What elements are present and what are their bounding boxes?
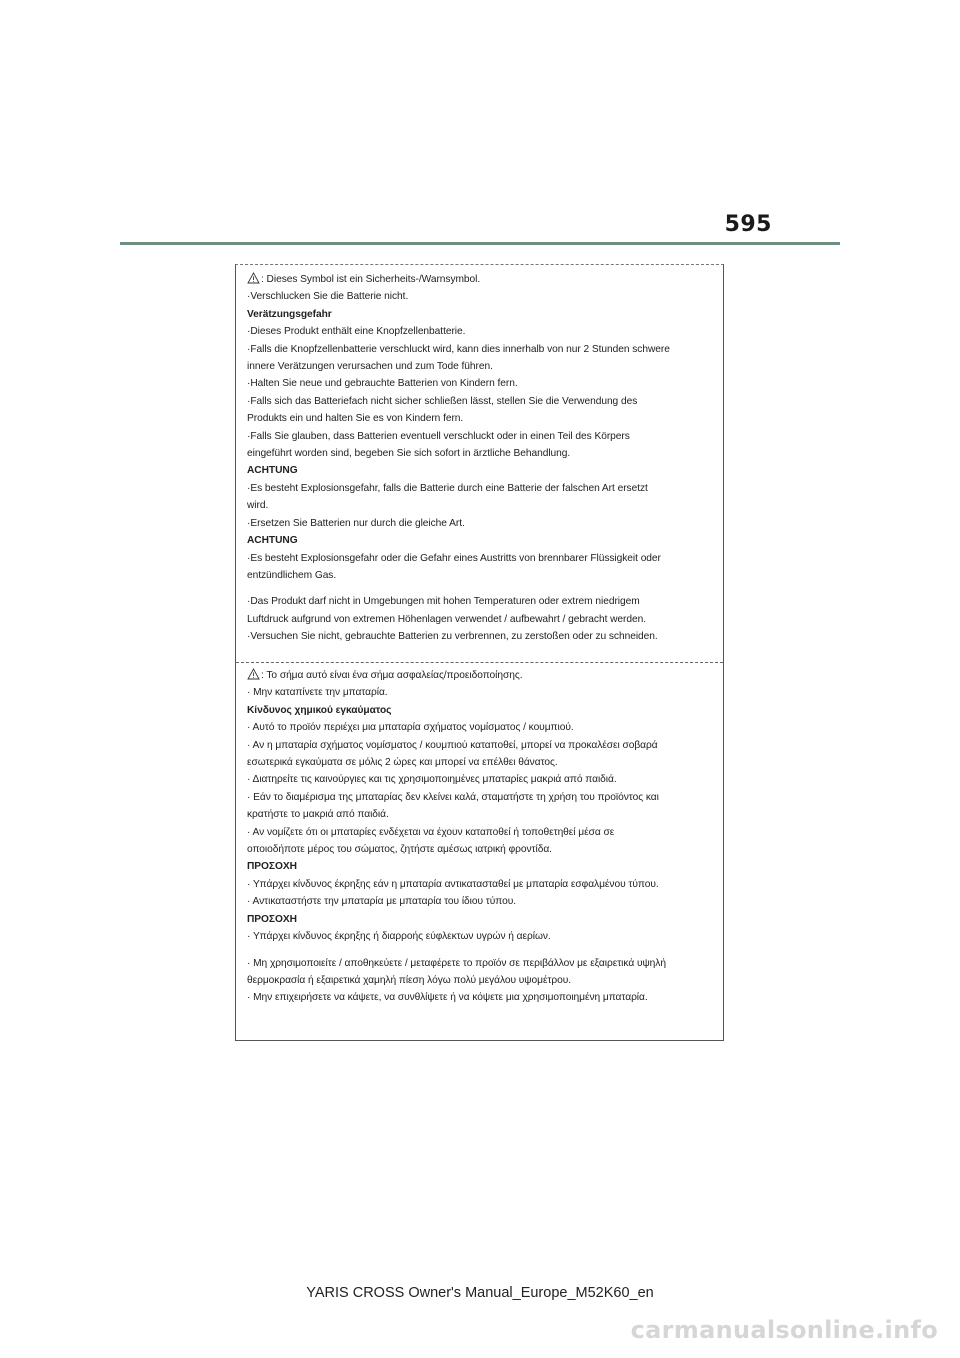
text-line: entzündlichem Gas.	[247, 569, 337, 581]
text-line: innere Verätzungen verursachen und zum Tode führen.	[247, 361, 493, 373]
text-line: οποιοδήποτε μέρος του σώματος, ζητήστε αμέσως ιατρική φροντίδα.	[247, 844, 552, 856]
section-heading: ACHTUNG	[247, 465, 298, 477]
text-line: · Υπάρχει κίνδυνος έκρηξης ή διαρροής εύφλεκτων υγρών ή αερίων.	[247, 931, 551, 943]
german-warning-section	[236, 271, 723, 646]
section-heading: ΠΡΟΣΟΧΗ	[247, 861, 297, 873]
text-line: wird.	[247, 500, 269, 512]
text-line: · Υπάρχει κίνδυνος έκρηξης εάν η μπαταρία αντικατασταθεί με μπαταρία εσφαλμένου τύπου.	[247, 878, 659, 890]
section-heading: ΠΡΟΣΟΧΗ	[247, 913, 297, 925]
text-line: · Διατηρείτε τις καινούργιες και τις χρησιμοποιημένες μπαταρίες μακριά από παιδιά.	[247, 774, 617, 786]
text-line: Produkts ein und halten Sie es von Kindern fern.	[247, 413, 464, 425]
watermark-logo: carmanualsonline.info	[630, 1316, 938, 1344]
text-line: · Αν νομίζετε ότι οι μπαταρίες ενδέχεται να έχουν καταποθεί ή τοποθετηθεί μέσα σε	[247, 826, 615, 838]
text-line: ·Falls Sie glauben, dass Batterien eventuell verschluckt oder in einen Teil des Körpers	[247, 430, 630, 442]
text-line: ·Es besteht Explosionsgefahr, falls die Batterie durch eine Batterie der falschen Art ersetzt	[247, 482, 648, 494]
header-rule	[120, 242, 840, 245]
text-line: ·Falls sich das Batteriefach nicht sicher schließen lässt, stellen Sie die Verwendung des	[247, 395, 638, 407]
text-line: eingeführt worden sind, begeben Sie sich sofort in ärztliche Behandlung.	[247, 448, 571, 460]
text-line: · Αν η μπαταρία σχήματος νομίσματος / κουμπιού καταποθεί, μπορεί να προκαλέσει σοβαρά	[247, 739, 658, 751]
text-line: · Μην καταπίνετε την μπαταρία.	[247, 687, 388, 699]
warning-triangle-icon	[247, 272, 260, 284]
text-line: εσωτερικά εγκαύματα σε μόλις 2 ώρες και μπορεί να επέλθει θάνατος.	[247, 757, 558, 769]
text-line: κρατήστε το μακριά από παιδιά.	[247, 809, 389, 821]
text-line: ·Dieses Produkt enthält eine Knopfzellenbatterie.	[247, 326, 466, 338]
footer-manual-title: YARIS CROSS Owner's Manual_Europe_M52K60_en	[306, 1285, 654, 1301]
text-line: ·Verschlucken Sie die Batterie nicht.	[247, 291, 409, 303]
greek-symbol-text: : Το σήμα αυτό είναι ένα σήμα ασφαλείας/προειδοποίησης.	[261, 670, 523, 681]
text-line: ·Halten Sie neue und gebrauchte Batterien von Kindern fern.	[247, 378, 518, 390]
section-heading: Κίνδυνος χημικού εγκαύματος	[247, 704, 392, 716]
warning-triangle-icon	[247, 668, 260, 680]
german-symbol-text: : Dieses Symbol ist ein Sicherheits-/Warnsymbol.	[261, 274, 481, 285]
german-symbol-note	[247, 271, 715, 288]
text-line: ·Es besteht Explosionsgefahr oder die Gefahr eines Austritts von brennbarer Flüssigkeit oder	[247, 552, 661, 564]
section-heading: ACHTUNG	[247, 535, 298, 547]
section-heading: Verätzungsgefahr	[247, 308, 332, 320]
text-line: · Μην επιχειρήσετε να κάψετε, να συνθλίψετε ή να κόψετε μια χρησιμοποιημένη μπαταρία.	[247, 992, 648, 1004]
text-line: · Εάν το διαμέρισμα της μπαταρίας δεν κλείνει καλά, σταματήστε τη χρήση του προϊόντος και	[247, 791, 659, 803]
text-line: ·Versuchen Sie nicht, gebrauchte Batterien zu verbrennen, zu zerstoßen oder zu schneiden.	[247, 631, 658, 643]
text-line: · Μη χρησιμοποιείτε / αποθηκεύετε / μεταφέρετε το προϊόν σε περιβάλλον με εξαιρετικά υψηλή	[247, 957, 666, 969]
text-line: θερμοκρασία ή εξαιρετικά χαμηλή πίεση λόγω πολύ μεγάλου υψομέτρου.	[247, 974, 572, 986]
greek-lines	[247, 684, 715, 1006]
text-line: Luftdruck aufgrund von extremen Höhenlagen verwendet / aufbewahrt / gebracht werden.	[247, 613, 647, 625]
greek-symbol-note	[247, 667, 715, 684]
greek-warning-section	[236, 662, 723, 1007]
text-line: ·Das Produkt darf nicht in Umgebungen mit hohen Temperaturen oder extrem niedrigem	[247, 596, 640, 608]
text-line: ·Ersetzen Sie Batterien nur durch die gleiche Art.	[247, 517, 465, 529]
battery-warning-label	[235, 264, 724, 1041]
page-number: 595	[724, 212, 772, 237]
text-line: · Αυτό το προϊόν περιέχει μια μπαταρία σχήματος νομίσματος / κουμπιού.	[247, 722, 574, 734]
text-line: ·Falls die Knopfzellenbatterie verschluckt wird, kann dies innerhalb von nur 2 Stunden schwere	[247, 343, 670, 355]
text-line: · Αντικαταστήστε την μπαταρία με μπαταρία του ίδιου τύπου.	[247, 896, 517, 908]
german-lines	[247, 288, 715, 645]
